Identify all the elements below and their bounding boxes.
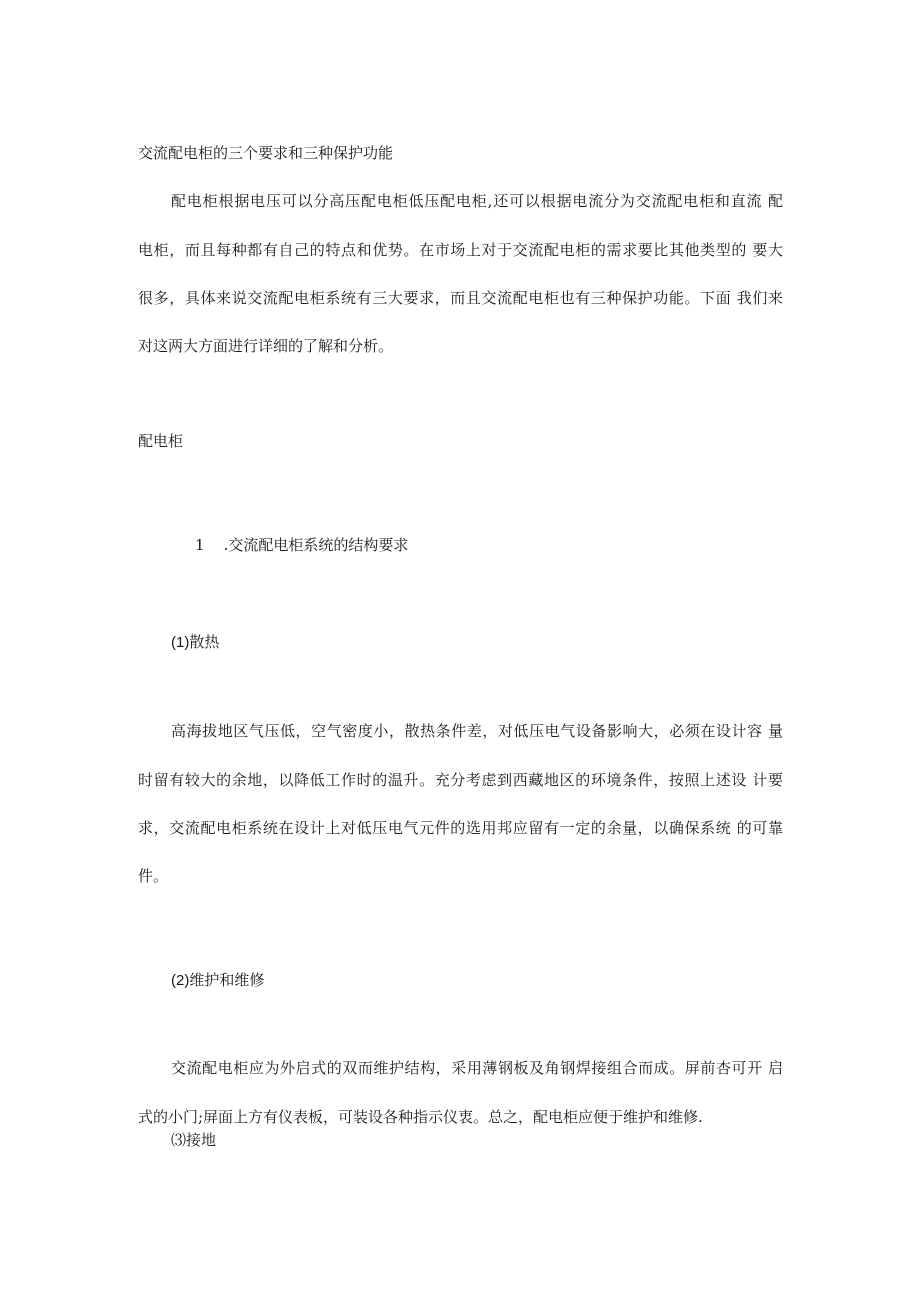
subsection-heading-grounding: ⑶接地 bbox=[171, 1131, 217, 1149]
section-1-heading: 1 .交流配电柜系统的结构要求 bbox=[195, 536, 409, 554]
subsection-number: (1) bbox=[171, 634, 190, 651]
image-caption: 配电柜 bbox=[138, 432, 184, 450]
subsection-heading-maintenance bbox=[171, 970, 264, 991]
subsection-label: 散热 bbox=[189, 633, 220, 651]
heat-line-3: 求，交流配电柜系统在设计上对低压电气元件的选用邦应留有一定的余量，以确保系统 的可靠 bbox=[138, 819, 783, 837]
document-title: 交流配电柜的三个要求和三种保护功能 bbox=[138, 144, 394, 162]
intro-line-3: 很多，具体来说交流配电柜系统有三大要求，而且交流配电柜也有三种保护功能。下面 我们来 bbox=[138, 289, 783, 307]
intro-line-1: 配电柜根据电压可以分高压配电柜低压配电柜,还可以根据电流分为交流配电柜和直流 配 bbox=[171, 192, 783, 210]
maintenance-line-1: 交流配电柜应为外启式的双而维护结构，采用薄钢板及角钢焊接组合而成。屏前杏可开 启 bbox=[171, 1059, 783, 1077]
heat-line-4: 件。 bbox=[138, 867, 169, 885]
intro-line-4: 对这两大方面进行详细的了解和分析。 bbox=[138, 337, 394, 355]
heat-line-1: 高海拔地区气压低，空气密度小，散热条件差，对低压电气设备影响大，必须在设计容 量 bbox=[171, 722, 783, 740]
maintenance-line-2: 式的小门;屏面上方有仪表板，可装设各种指示仪衷。总之，配电柜应便于维护和维修. bbox=[138, 1108, 703, 1126]
intro-line-2: 电柜，而且每种都有自己的特点和优势。在市场上对于交流配电柜的需求要比其他类型的 要大 bbox=[138, 241, 783, 259]
subsection-heading-heat bbox=[171, 632, 219, 653]
heat-line-2: 时留有较大的余地，以降低工作时的温升。充分考虑到西藏地区的环境条件，按照上述设 计要 bbox=[138, 771, 783, 789]
subsection-label: 维护和维修 bbox=[189, 971, 265, 989]
subsection-number: (2) bbox=[171, 972, 190, 989]
